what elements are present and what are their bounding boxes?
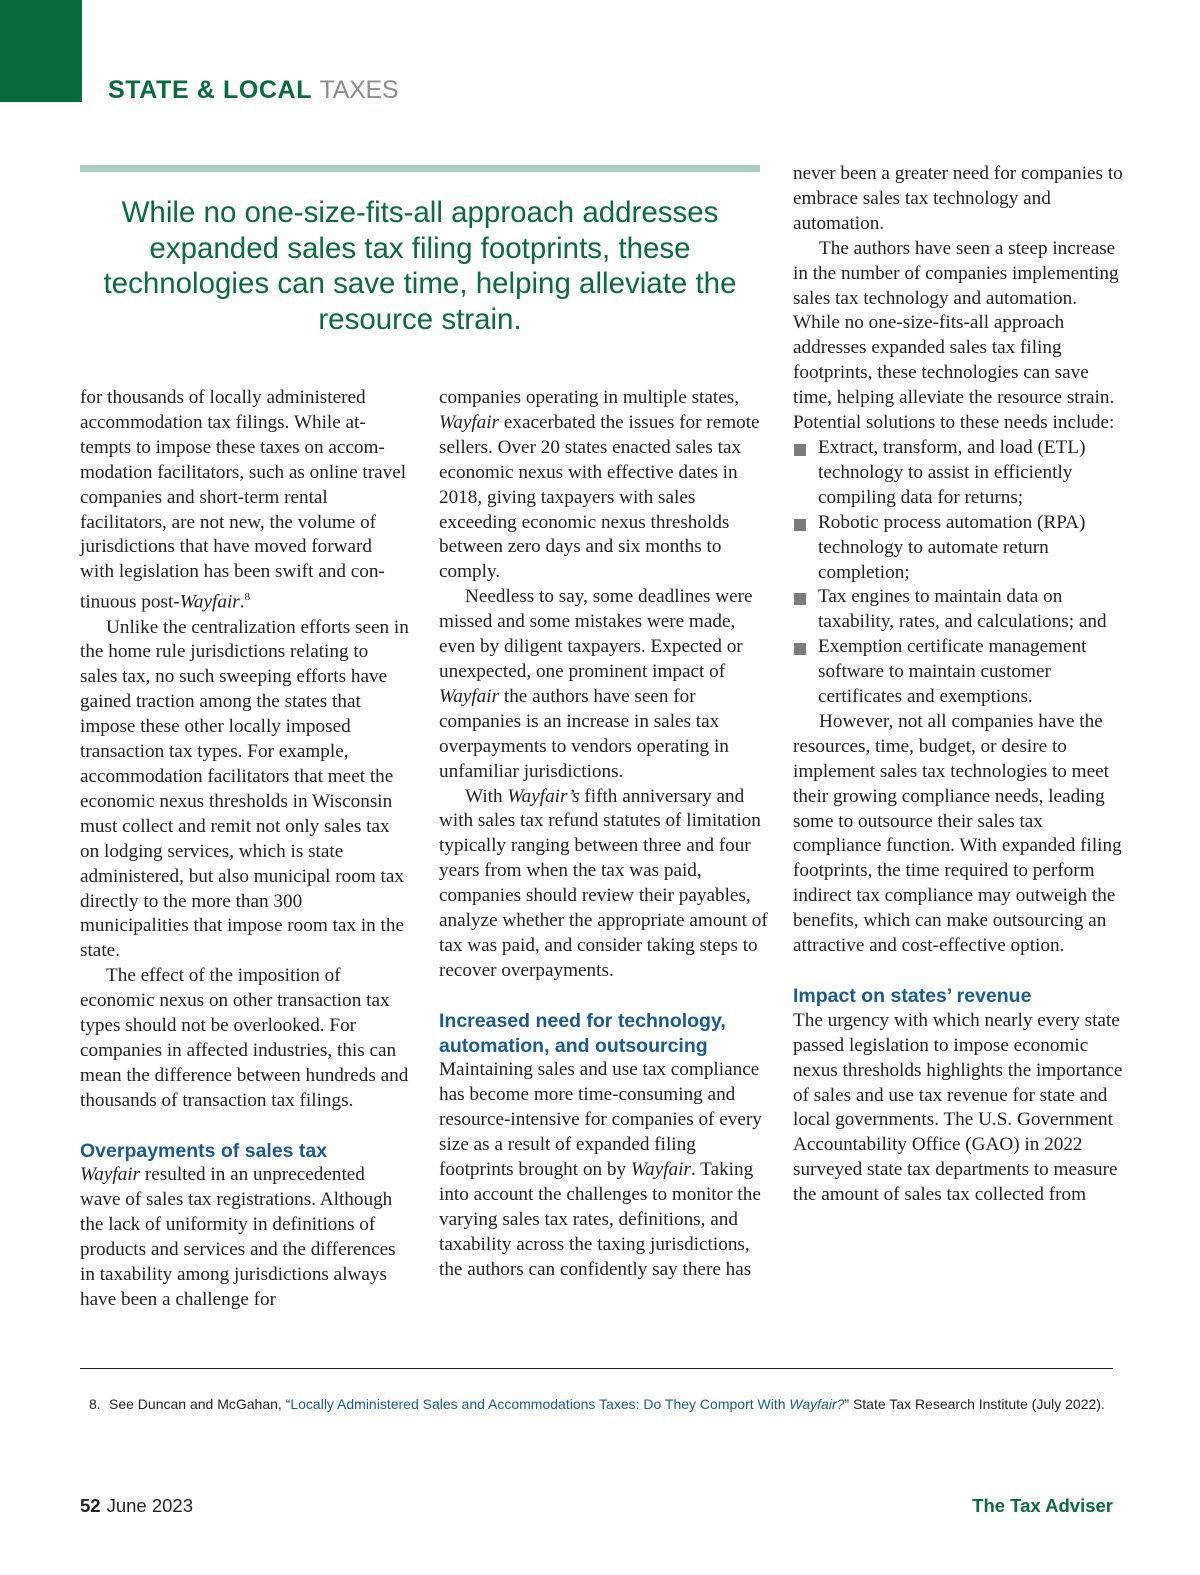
- paragraph: [439, 785, 769, 984]
- paragraph: never been a greater need for companies to embrace sales tax technology and automation.: [793, 163, 1123, 234]
- text-run: .: [239, 591, 245, 613]
- section-color-tab: [0, 0, 82, 102]
- list-item: [793, 511, 1123, 586]
- subheading-overpayments: Overpayments of sales tax: [80, 1139, 328, 1162]
- case-name: Wayfair: [80, 1164, 141, 1186]
- article-column-2: [439, 386, 769, 1283]
- paragraph: However, not all companies have the resources, time, budget, or desire to implement sales tax technologies to meet their growing compliance needs, leading some to outsource their sales tax compliance function. With expanded filing footprints, the time required to perform indirect tax compliance may outweigh the benefits, which can make outsourcing an attractive and cost-effective option.: [793, 710, 1122, 957]
- text-run: ” State Tax Research Institute (July 2022).: [844, 1396, 1105, 1412]
- solutions-list: [793, 436, 1123, 710]
- pull-quote-bar: [80, 165, 760, 172]
- list-item-text: Extract, transform, and load (ETL) technology to assist in efficiently compiling data for returns;: [818, 436, 1086, 508]
- list-item-text: Robotic process automation (RPA) technology to automate return completion;: [818, 511, 1086, 583]
- case-name: Wayfair: [439, 685, 500, 707]
- paragraph: [80, 386, 410, 616]
- article-column-3: [793, 162, 1123, 1208]
- page-number: 52: [80, 1495, 101, 1516]
- link-italic[interactable]: Wayfair?: [789, 1396, 845, 1412]
- list-item: [793, 436, 1123, 511]
- list-item: [793, 635, 1123, 710]
- text-run: Needless to say, some deadlines were missed and some mistakes were made, even by diligent taxpayers. Expected or unexpected, one prominent impact of: [439, 586, 753, 682]
- list-item: [793, 585, 1123, 635]
- section-label-light: TAXES: [319, 76, 399, 104]
- square-bullet-icon: [794, 444, 806, 456]
- paragraph: [439, 1058, 769, 1282]
- subheading-technology: Increased need for technology, automation, and outsourcing: [439, 1009, 726, 1057]
- section-label: [108, 76, 398, 105]
- footnote-ref[interactable]: 8: [244, 591, 251, 604]
- footnote-link[interactable]: [290, 1396, 844, 1412]
- text-run: See Duncan and McGahan, “: [109, 1396, 291, 1412]
- text-run: fifth anniversary and with sales tax refund statutes of limitation typically ranging between three and four years from when the tax was paid, companies should review their payables, analyze whether the appropriate amount of tax was paid, and consider taking steps to recover overpayments.: [439, 785, 768, 981]
- text-run: . Taking into account the challenges to monitor the varying sales tax rates, definitions, and taxability across the taxing jurisdictions, the authors can confidently say there has: [439, 1159, 761, 1280]
- section-label-bold: STATE & LOCAL: [108, 76, 313, 104]
- text-run: exacerbated the issues for remote sellers. Over 20 states enacted sales tax economic nexus with effective dates in 2018, giving taxpayers with sales exceeding economic nexus thresholds between zero days and six months to comply.: [439, 411, 760, 583]
- text-run: companies operating in multiple states,: [439, 387, 740, 408]
- paragraph: The authors have seen a steep increase in the number of companies implementing sales tax technology and automation. While no one-size-fits-all approach addresses expanded sales tax filing footprints, these technologies can save time, helping alleviate the resource strain. Potential solutions to these needs include:: [793, 237, 1119, 434]
- paragraph: Unlike the centralization efforts seen in the home rule jurisdictions relating to sales tax, no such sweeping efforts have gained traction among the states that impose these other locally imposed transaction tax types. For example, accommodation facilitators that meet the economic nexus thresholds in Wisconsin must collect and remit not only sales tax on lodging services, which is state administered, but also municipal room tax directly to the more than 300 municipalities that impose room tax in the state.: [80, 616, 409, 962]
- pull-quote: While no one-size-fits-all approach addresses expanded sales tax filing footprints, these technologies can save time, helping alleviate the resource strain.: [103, 196, 737, 336]
- paragraph: The effect of the imposition of economic nexus on other transaction tax types should not be overlooked. For companies in affected industries, this can mean the difference between hundreds and thousands of transaction tax filings.: [80, 965, 409, 1111]
- case-name: Wayfair: [439, 411, 500, 433]
- list-item-text: Tax engines to maintain data on taxability, rates, and calculations; and: [818, 586, 1107, 633]
- list-item-text: Exemption certificate management software to maintain customer certificates and exemptions.: [818, 636, 1087, 708]
- footnote-number: 8.: [89, 1396, 101, 1412]
- subheading-revenue: Impact on states’ revenue: [793, 984, 1032, 1007]
- footer-folio: [80, 1495, 193, 1517]
- link-text[interactable]: Locally Administered Sales and Accommodations Taxes: Do They Comport With: [290, 1396, 790, 1412]
- paragraph: [439, 386, 769, 585]
- square-bullet-icon: [794, 643, 806, 655]
- issue-date: June 2023: [106, 1495, 193, 1516]
- text-run: With: [465, 785, 508, 807]
- text-run: for thousands of locally administered accommodation tax filings. While attempts to impose these taxes on accommodation facilitators, such as online travel companies and short-term rental facilitators, are not new, the volume of jurisdictions that have moved forward with legislation has been swift and continuous post-: [80, 387, 407, 613]
- case-name: Wayfair: [179, 591, 240, 613]
- text-run: the authors have seen for companies is an increase in sales tax overpayments to vendors operating in unfamiliar jurisdictions.: [439, 685, 729, 782]
- text-run: Maintaining sales and use tax compliance has become more time-consuming and resource-intensive for companies of every size as a result of expanded filing footprints brought on by: [439, 1059, 762, 1181]
- case-name: Wayfair’s: [507, 785, 580, 807]
- square-bullet-icon: [794, 519, 806, 531]
- text-run: resulted in an unprecedented wave of sales tax registrations. Although the lack of uniformity in definitions of products and services and the differences in taxability among jurisdictions always have been a challenge for: [80, 1164, 396, 1310]
- square-bullet-icon: [794, 593, 806, 605]
- footnote-divider: [80, 1368, 1113, 1369]
- case-name: Wayfair: [630, 1159, 691, 1181]
- paragraph: The urgency with which nearly every state passed legislation to impose economic nexus thresholds highlights the importance of sales and use tax revenue for state and local governments. The U.S. Government Accountability Office (GAO) in 2022 surveyed state tax departments to measure the amount of sales tax collected from: [793, 1009, 1123, 1206]
- footnote-text: [109, 1394, 1109, 1415]
- publication-name: The Tax Adviser: [972, 1495, 1113, 1516]
- article-column-1: [80, 386, 410, 1313]
- paragraph: [80, 1163, 410, 1312]
- paragraph: [439, 585, 769, 784]
- footnote: [89, 1394, 1109, 1415]
